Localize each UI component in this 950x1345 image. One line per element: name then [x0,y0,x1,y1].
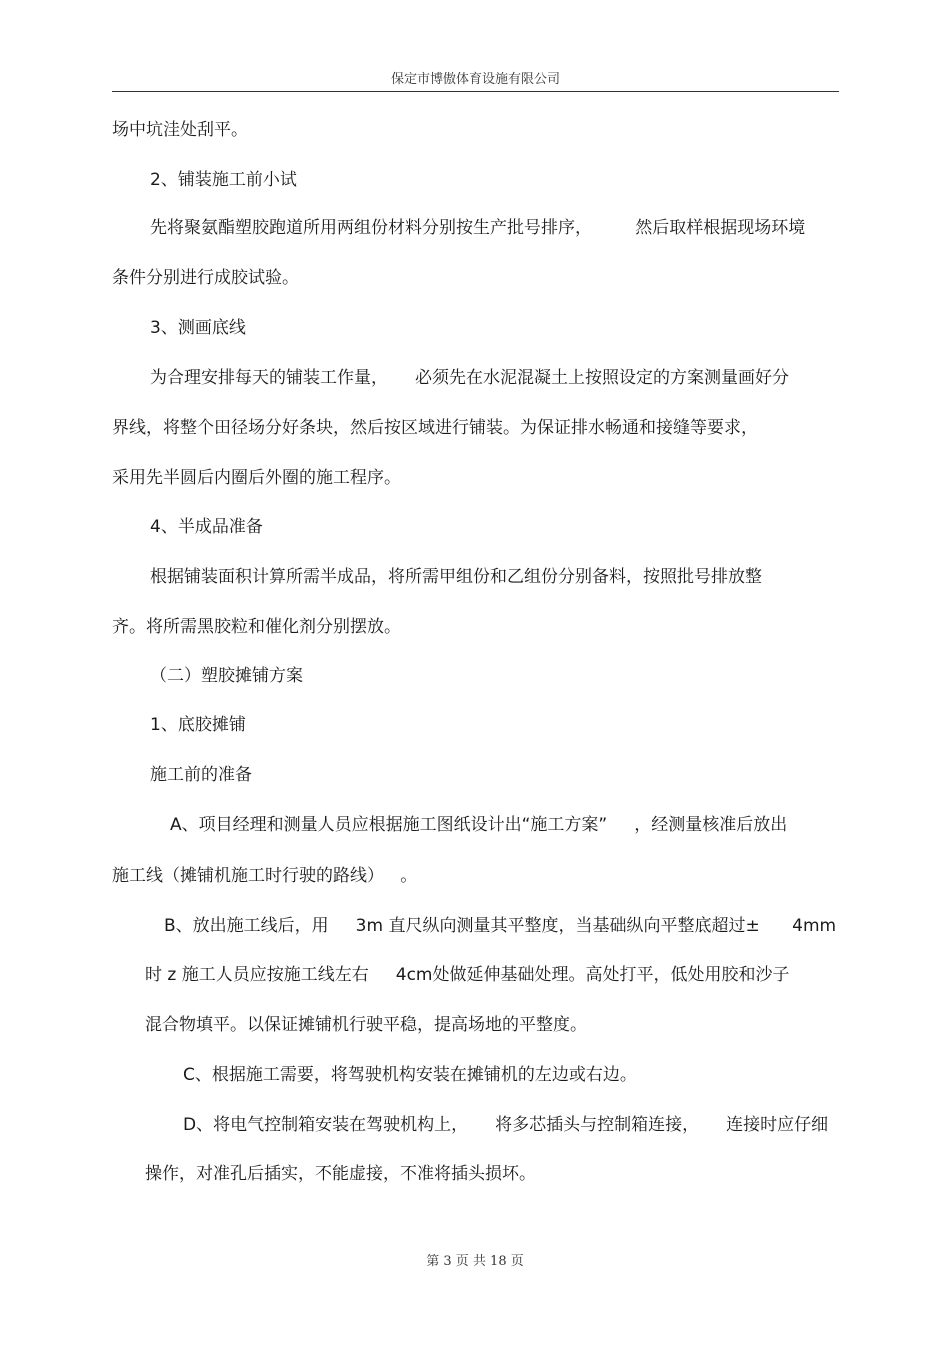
body-line: 界线，将整个田径场分好条块，然后按区域进行铺装。为保证排水畅通和接缝等要求， [112,418,758,438]
header-rule [112,91,839,92]
page-header: 保定市博傲体育设施有限公司 [390,72,560,87]
body-line: 场中坑洼处刮平。 [112,120,248,140]
body-line: A、项目经理和测量人员应根据施工图纸设计出“施工方案” ，经测量核准后放出 [170,815,788,835]
body-line: 齐。将所需黑胶粒和催化剂分别摆放。 [112,617,401,637]
page-number: 第 3 页 共 18 页 [426,1254,524,1269]
body-line: 根据铺装面积计算所需半成品，将所需甲组份和乙组份分别备料，按照批号排放整 [150,567,762,587]
body-line: 施工线（摊铺机施工时行驶的路线） 。 [112,866,418,886]
section-heading: 3、测画底线 [150,318,246,338]
body-line: 施工前的准备 [150,765,252,785]
body-line: 为合理安排每天的铺装工作量， 必须先在水泥混凝土上按照设定的方案测量画好分 [150,368,790,388]
section-heading: 1、底胶摊铺 [150,715,246,735]
body-line: 时 z 施工人员应按施工线左右 4cm处做延伸基础处理。高处打平，低处用胶和沙子 [145,965,790,985]
body-line: 先将聚氨酯塑胶跑道所用两组份材料分别按生产批号排序， 然后取样根据现场环境 [150,218,806,238]
body-line: D、将电气控制箱安装在驾驶机构上， 将多芯插头与控制箱连接， 连接时应仔细 [183,1115,829,1135]
body-line: C、根据施工需要，将驾驶机构安装在摊铺机的左边或右边。 [183,1065,637,1085]
body-line: 采用先半圆后内圈后外圈的施工程序。 [112,468,401,488]
body-line: B、放出施工线后，用 3m 直尺纵向测量其平整度，当基础纵向平整底超过± 4mm [164,916,837,936]
body-line: 条件分别进行成胶试验。 [112,268,299,288]
section-heading: 4、半成品准备 [150,517,263,537]
section-heading: 2、铺装施工前小试 [150,170,297,190]
section-heading: （二）塑胶摊铺方案 [150,666,303,686]
body-line: 混合物填平。以保证摊铺机行驶平稳，提高场地的平整度。 [145,1015,587,1035]
body-line: 操作，对准孔后插实，不能虚接，不准将插头损坏。 [145,1164,536,1184]
